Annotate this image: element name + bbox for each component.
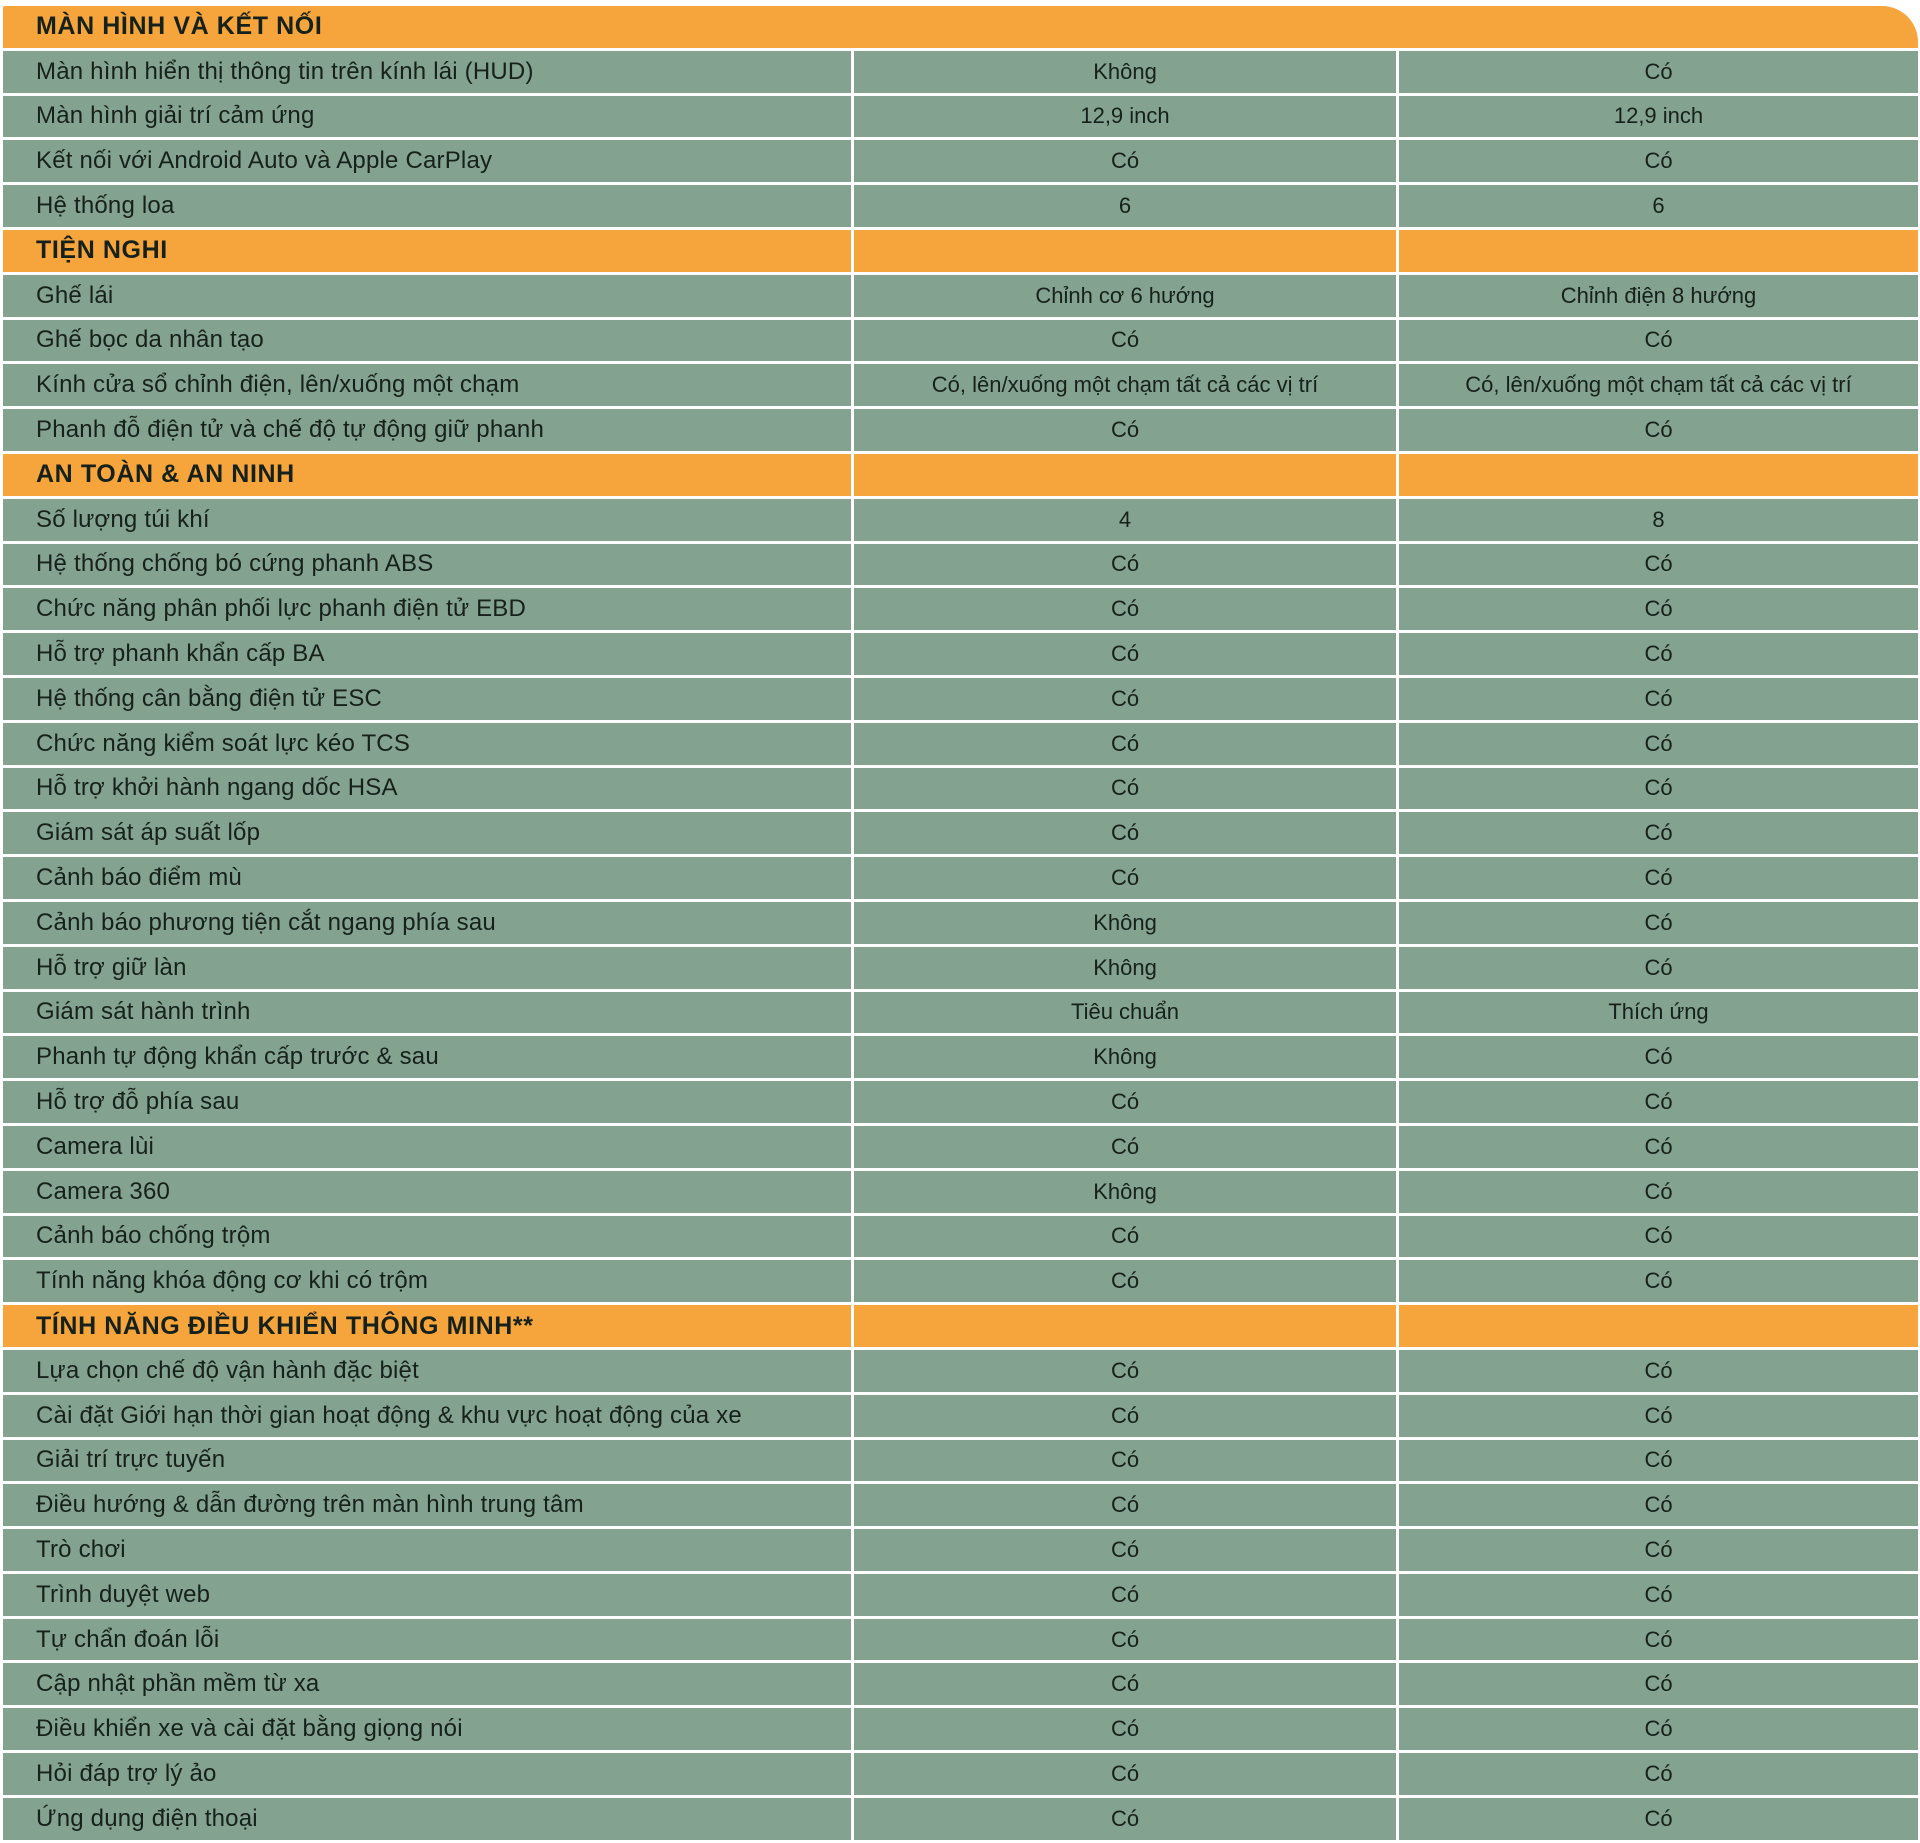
spec-value-variant2: Có: [1399, 320, 1918, 362]
spec-value-variant2: Có: [1399, 1036, 1918, 1078]
spec-value-variant2: Có, lên/xuống một chạm tất cả các vị trí: [1399, 364, 1918, 406]
spec-label: Cài đặt Giới hạn thời gian hoạt động & khu vực hoạt động của xe: [3, 1395, 851, 1437]
spec-value-variant1: Có: [854, 140, 1396, 182]
spec-value-variant1: Có: [854, 723, 1396, 765]
spec-label: Giám sát hành trình: [3, 992, 851, 1034]
spec-value-variant1: Có: [854, 1663, 1396, 1705]
spec-value-variant2: Có: [1399, 1081, 1918, 1123]
spec-label: Tự chẩn đoán lỗi: [3, 1619, 851, 1661]
spec-label: Màn hình giải trí cảm ứng: [3, 96, 851, 138]
spec-label: Cảnh báo chống trộm: [3, 1216, 851, 1258]
spec-value-variant2: Chỉnh điện 8 hướng: [1399, 275, 1918, 317]
spec-value-variant2: 6: [1399, 185, 1918, 227]
spec-value-variant1: Có: [854, 857, 1396, 899]
spec-value-variant2: Có: [1399, 1798, 1918, 1840]
spec-label: Số lượng túi khí: [3, 499, 851, 541]
spec-value-variant1: Không: [854, 1171, 1396, 1213]
spec-value-variant1: Có: [854, 1798, 1396, 1840]
spec-label: Phanh đỗ điện tử và chế độ tự động giữ phanh: [3, 409, 851, 451]
spec-value-variant1: Có: [854, 633, 1396, 675]
section-header-spacer-col1: [854, 454, 1396, 496]
spec-value-variant1: Chỉnh cơ 6 hướng: [854, 275, 1396, 317]
spec-value-variant1: 6: [854, 185, 1396, 227]
spec-label: Điều khiển xe và cài đặt bằng giọng nói: [3, 1708, 851, 1750]
spec-label: Giải trí trực tuyến: [3, 1440, 851, 1482]
spec-value-variant1: Có: [854, 1081, 1396, 1123]
spec-value-variant1: Có: [854, 1395, 1396, 1437]
spec-label: Giám sát áp suất lốp: [3, 812, 851, 854]
section-header-spacer-col1: [854, 1305, 1396, 1347]
spec-value-variant2: Có: [1399, 1395, 1918, 1437]
spec-value-variant1: Có: [854, 1440, 1396, 1482]
spec-value-variant1: Có: [854, 320, 1396, 362]
spec-value-variant1: Không: [854, 51, 1396, 93]
spec-label: Màn hình hiển thị thông tin trên kính lái (HUD): [3, 51, 851, 93]
spec-label: Trình duyệt web: [3, 1574, 851, 1616]
spec-label: Ghế bọc da nhân tạo: [3, 320, 851, 362]
spec-label: Camera 360: [3, 1171, 851, 1213]
spec-label: Hệ thống cân bằng điện tử ESC: [3, 678, 851, 720]
spec-value-variant2: Thích ứng: [1399, 992, 1918, 1034]
spec-value-variant2: Có: [1399, 1753, 1918, 1795]
spec-value-variant1: Có: [854, 1619, 1396, 1661]
spec-comparison-table: [3, 6, 1918, 1840]
spec-label: Cập nhật phần mềm từ xa: [3, 1663, 851, 1705]
section-header-spacer-col2: [1399, 1305, 1918, 1347]
spec-label: Hệ thống chống bó cứng phanh ABS: [3, 544, 851, 586]
spec-value-variant1: Có: [854, 544, 1396, 586]
section-header-title: TÍNH NĂNG ĐIỀU KHIỂN THÔNG MINH**: [36, 1311, 534, 1340]
spec-label: Hỗ trợ khởi hành ngang dốc HSA: [3, 768, 851, 810]
spec-value-variant1: 4: [854, 499, 1396, 541]
spec-value-variant2: Có: [1399, 140, 1918, 182]
section-header-spacer-col2: [1399, 230, 1918, 272]
spec-value-variant2: Có: [1399, 902, 1918, 944]
section-header-spacer-col2: [1399, 454, 1918, 496]
spec-value-variant2: Có: [1399, 1171, 1918, 1213]
spec-value-variant2: Có: [1399, 51, 1918, 93]
spec-value-variant2: Có: [1399, 544, 1918, 586]
spec-label: Ghế lái: [3, 275, 851, 317]
spec-value-variant1: Có: [854, 1126, 1396, 1168]
spec-value-variant2: Có: [1399, 947, 1918, 989]
spec-label: Hỏi đáp trợ lý ảo: [3, 1753, 851, 1795]
spec-value-variant2: Có: [1399, 768, 1918, 810]
spec-label: Tính năng khóa động cơ khi có trộm: [3, 1260, 851, 1302]
spec-value-variant1: Không: [854, 1036, 1396, 1078]
section-header-title: TIỆN NGHI: [36, 236, 168, 265]
spec-value-variant1: Có: [854, 768, 1396, 810]
section-header: [3, 454, 851, 496]
spec-value-variant1: Không: [854, 902, 1396, 944]
spec-label: Trò chơi: [3, 1529, 851, 1571]
spec-value-variant2: Có: [1399, 409, 1918, 451]
spec-value-variant1: Có: [854, 1260, 1396, 1302]
spec-label: Cảnh báo phương tiện cắt ngang phía sau: [3, 902, 851, 944]
spec-value-variant1: Tiêu chuẩn: [854, 992, 1396, 1034]
spec-value-variant1: Có: [854, 678, 1396, 720]
spec-value-variant1: Có: [854, 1708, 1396, 1750]
spec-label: Cảnh báo điểm mù: [3, 857, 851, 899]
section-header: [3, 1305, 851, 1347]
section-header: [3, 6, 1918, 48]
spec-value-variant1: 12,9 inch: [854, 96, 1396, 138]
spec-value-variant2: Có: [1399, 1663, 1918, 1705]
spec-label: Kết nối với Android Auto và Apple CarPlay: [3, 140, 851, 182]
spec-value-variant2: 8: [1399, 499, 1918, 541]
spec-value-variant2: Có: [1399, 1260, 1918, 1302]
spec-label: Hỗ trợ phanh khẩn cấp BA: [3, 633, 851, 675]
spec-value-variant2: Có: [1399, 1350, 1918, 1392]
spec-label: Hỗ trợ giữ làn: [3, 947, 851, 989]
spec-value-variant1: Không: [854, 947, 1396, 989]
spec-value-variant1: Có: [854, 812, 1396, 854]
spec-value-variant2: Có: [1399, 1440, 1918, 1482]
spec-value-variant2: Có: [1399, 812, 1918, 854]
spec-value-variant1: Có: [854, 1753, 1396, 1795]
spec-value-variant2: Có: [1399, 588, 1918, 630]
spec-value-variant1: Có, lên/xuống một chạm tất cả các vị trí: [854, 364, 1396, 406]
spec-value-variant2: Có: [1399, 1216, 1918, 1258]
spec-value-variant2: Có: [1399, 857, 1918, 899]
spec-value-variant2: Có: [1399, 723, 1918, 765]
spec-value-variant2: Có: [1399, 1708, 1918, 1750]
spec-value-variant1: Có: [854, 1216, 1396, 1258]
spec-label: Phanh tự động khẩn cấp trước & sau: [3, 1036, 851, 1078]
spec-value-variant2: Có: [1399, 1574, 1918, 1616]
spec-value-variant1: Có: [854, 1350, 1396, 1392]
spec-label: Chức năng phân phối lực phanh điện tử EBD: [3, 588, 851, 630]
spec-label: Hệ thống loa: [3, 185, 851, 227]
spec-value-variant2: Có: [1399, 1484, 1918, 1526]
spec-value-variant1: Có: [854, 409, 1396, 451]
spec-value-variant2: Có: [1399, 678, 1918, 720]
spec-label: Camera lùi: [3, 1126, 851, 1168]
section-header-title: AN TOÀN & AN NINH: [36, 460, 295, 489]
spec-value-variant1: Có: [854, 1574, 1396, 1616]
spec-value-variant1: Có: [854, 1529, 1396, 1571]
spec-value-variant1: Có: [854, 1484, 1396, 1526]
spec-value-variant2: Có: [1399, 1529, 1918, 1571]
spec-label: Hỗ trợ đỗ phía sau: [3, 1081, 851, 1123]
spec-label: Điều hướng & dẫn đường trên màn hình trung tâm: [3, 1484, 851, 1526]
spec-label: Ứng dụng điện thoại: [3, 1798, 851, 1840]
spec-value-variant2: Có: [1399, 1619, 1918, 1661]
spec-value-variant1: Có: [854, 588, 1396, 630]
spec-value-variant2: Có: [1399, 1126, 1918, 1168]
spec-label: Chức năng kiểm soát lực kéo TCS: [3, 723, 851, 765]
section-header: [3, 230, 851, 272]
spec-label: Lựa chọn chế độ vận hành đặc biệt: [3, 1350, 851, 1392]
spec-value-variant2: Có: [1399, 633, 1918, 675]
spec-label: Kính cửa sổ chỉnh điện, lên/xuống một chạm: [3, 364, 851, 406]
section-header-title: MÀN HÌNH VÀ KẾT NỐI: [36, 12, 323, 41]
spec-value-variant2: 12,9 inch: [1399, 96, 1918, 138]
section-header-spacer-col1: [854, 230, 1396, 272]
